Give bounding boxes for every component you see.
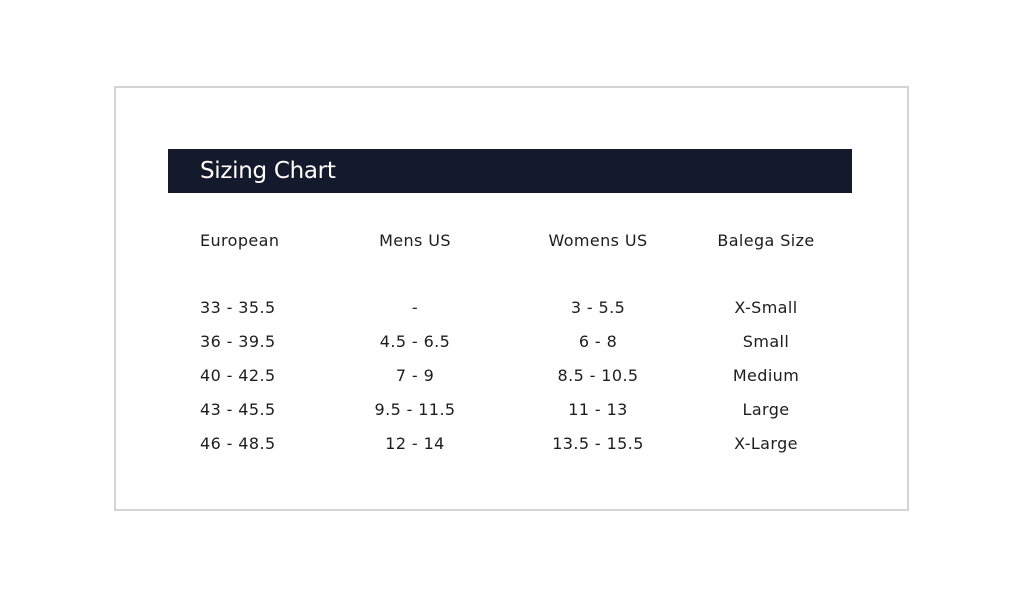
table-cell-european: 46 - 48.5 — [200, 434, 276, 453]
title-bar — [168, 149, 852, 193]
table-cell-european: 43 - 45.5 — [200, 400, 276, 419]
table-cell-european: 36 - 39.5 — [200, 332, 276, 351]
table-cell-european: 40 - 42.5 — [200, 366, 276, 385]
sizing-chart-card: Sizing Chart European Mens US Womens US Balega Size 33 - 35.5 - 3 - 5.5 X-Small 36 - 39.5 4.5 - 6.5 6 - 8 Small 40 - 42.5 7 - 9 8.5 - 10.5 Medium 43 - 45.5 9.5 - 11.5 11 - 13 Large 46 - 48.5 12 - 14 13.5 - 15.5 X-Large — [114, 86, 909, 511]
column-header-european: European — [200, 231, 280, 250]
chart-title: Sizing Chart — [200, 158, 336, 184]
table-cell-european: 33 - 35.5 — [200, 298, 276, 317]
